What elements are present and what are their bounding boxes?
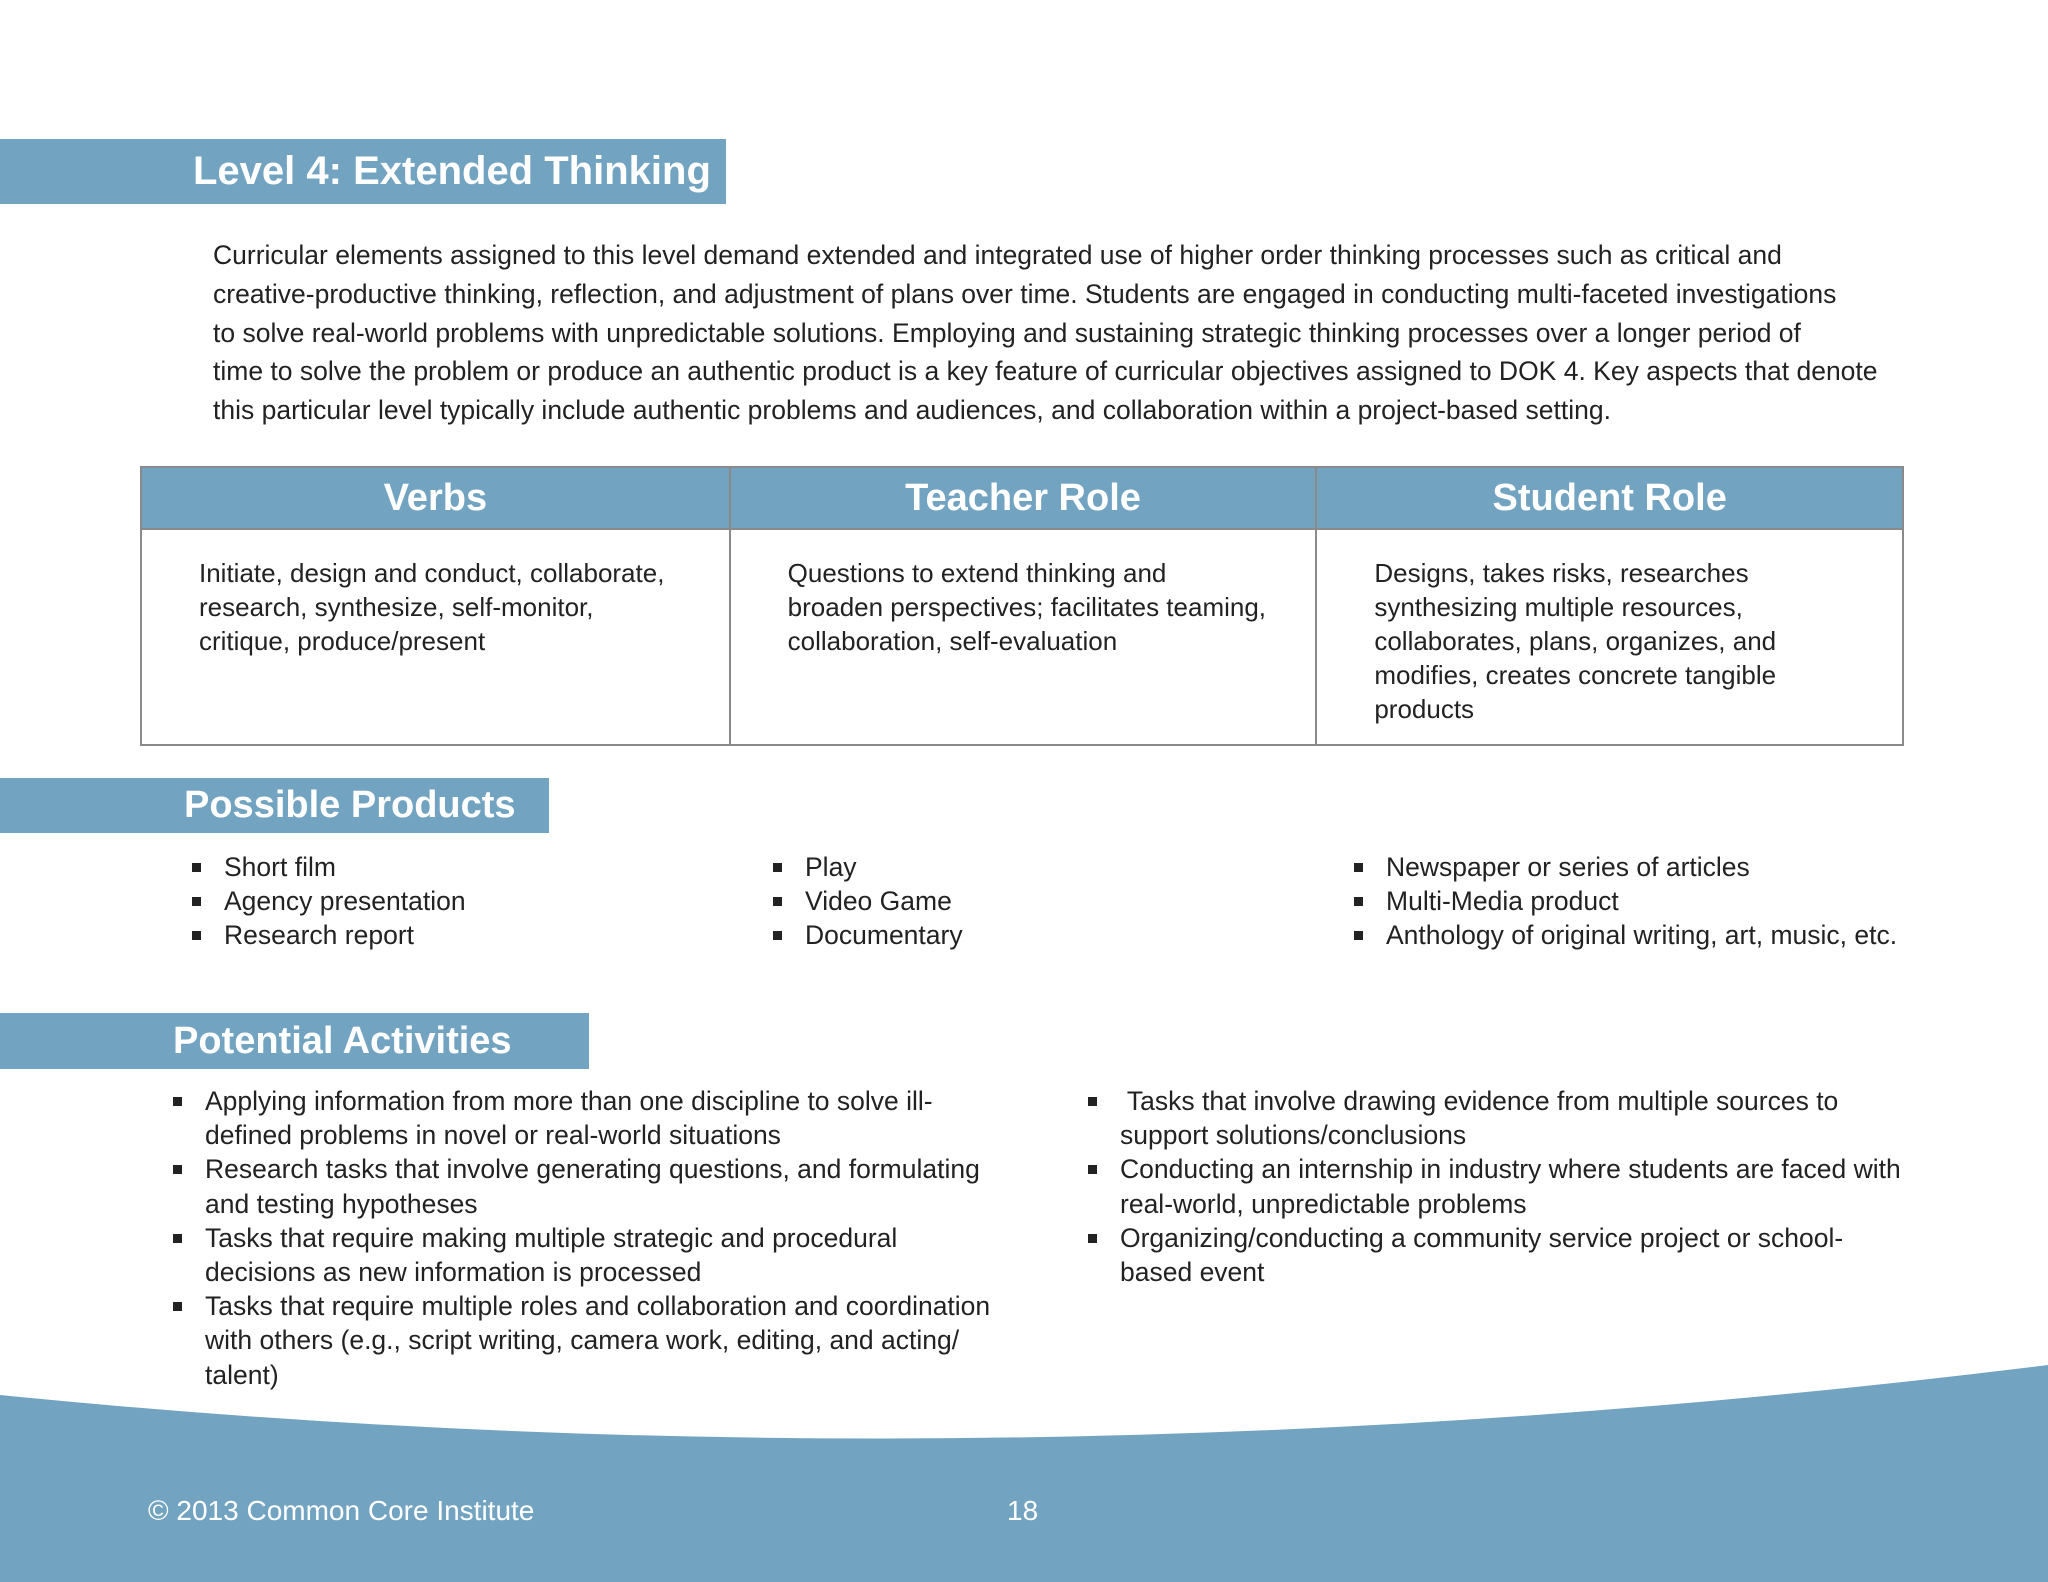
header-student-role: Student Role xyxy=(1315,468,1902,530)
intro-line: Curricular elements assigned to this level demand extended and integrated use of higher order thinking processes such as critical and xyxy=(213,240,1782,270)
list-item: Video Game xyxy=(773,884,963,918)
list-item: Conducting an internship in industry where students are faced with real-world, unpredictable problems xyxy=(1088,1152,2008,1220)
intro-line: to solve real-world problems with unpredictable solutions. Employing and sustaining strategic thinking processes over a longer period of xyxy=(213,317,1801,348)
list-item: Tasks that require making multiple strategic and procedural decisions as new information is processed xyxy=(173,1221,1053,1289)
activities-heading xyxy=(0,1013,589,1069)
cell-teacher-role: Questions to extend thinking and broaden perspectives; facilitates teaming, collaboration, self-evaluation xyxy=(729,530,1316,744)
products-heading xyxy=(0,778,549,833)
list-item: Anthology of original writing, art, music, etc. xyxy=(1354,918,1897,952)
list-item: Applying information from more than one discipline to solve ill- defined problems in novel or real-world situations xyxy=(173,1084,1053,1152)
list-item: Organizing/conducting a community service project or school- based event xyxy=(1088,1221,2008,1289)
cell-verbs: Initiate, design and conduct, collaborate, research, synthesize, self-monitor, critique, produce/present xyxy=(199,558,665,656)
level-heading-text: Level 4: Extended Thinking xyxy=(193,149,711,193)
cell-student-role: Designs, takes risks, researches synthesizing multiple resources, collaborates, plans, organizes, and modifies, creates concrete tangible products xyxy=(1315,530,1902,744)
footer-wave-decoration xyxy=(0,1355,2048,1582)
activities-list-left xyxy=(173,1084,1053,1392)
products-list-col3 xyxy=(1354,850,1897,953)
list-item: Research tasks that involve generating questions, and formulating and testing hypotheses xyxy=(173,1152,1053,1220)
list-item: Short film xyxy=(192,850,466,884)
intro-paragraph xyxy=(213,236,1913,430)
level-heading xyxy=(0,139,726,204)
list-item: Tasks that involve drawing evidence from multiple sources to support solutions/conclusions xyxy=(1088,1084,2008,1152)
list-item: Newspaper or series of articles xyxy=(1354,850,1897,884)
intro-line: creative-productive thinking, reflection, and adjustment of plans over time. Students are engaged in conducting multi-faceted investigations xyxy=(213,278,1837,309)
list-item: Multi-Media product xyxy=(1354,884,1897,918)
list-item: Research report xyxy=(192,918,466,952)
copyright-text: © 2013 Common Core Institute xyxy=(148,1495,535,1526)
header-verbs: Verbs xyxy=(142,468,729,530)
intro-line: time to solve the problem or produce an authentic product is a key feature of curricular objectives assigned to DOK 4. Key aspects that denote xyxy=(213,356,1878,387)
products-list-col2 xyxy=(773,850,963,953)
page-number: 18 xyxy=(1007,1495,1039,1526)
list-item: Agency presentation xyxy=(192,884,466,918)
list-item: Documentary xyxy=(773,918,963,952)
intro-line: this particular level typically include authentic problems and audiences, and collaboration within a project-based setting. xyxy=(213,395,1611,426)
roles-table xyxy=(140,466,1904,746)
header-teacher-role: Teacher Role xyxy=(729,468,1316,530)
activities-list-right xyxy=(1088,1084,2008,1289)
products-list-col1 xyxy=(192,850,466,953)
list-item: Tasks that require multiple roles and collaboration and coordination with others (e.g., script writing, camera work, editing, and acting/ talent) xyxy=(173,1289,1053,1392)
activities-heading-text: Potential Activities xyxy=(173,1020,512,1062)
products-heading-text: Possible Products xyxy=(184,784,516,826)
list-item: Play xyxy=(773,850,963,884)
